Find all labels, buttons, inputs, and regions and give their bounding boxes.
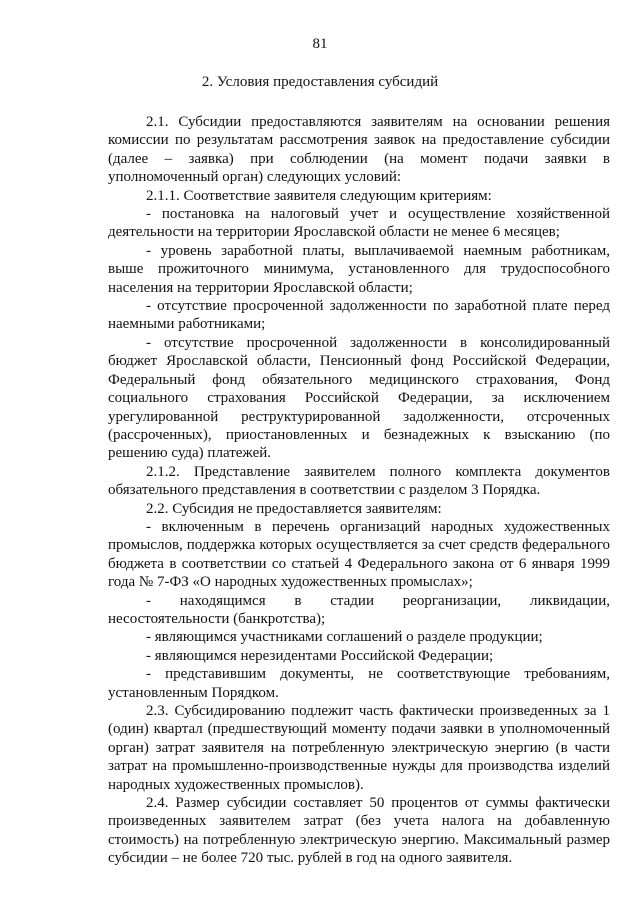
criterion-tax-registration: - постановка на налоговый учет и осуществление хозяйственной деятельности на территории Ярославской области не менее 6 месяцев; bbox=[108, 206, 610, 241]
section-title: 2. Условия предоставления субсидий bbox=[201, 74, 439, 90]
criterion-no-wage-arrears: - отсутствие просроченной задолженности по заработной плате перед наемными работниками; bbox=[108, 298, 610, 333]
paragraph-2-3: 2.3. Субсидированию подлежит часть фактически произведенных за 1 (один) квартал (предшествующий моменту подачи заявки в уполномоченный орган) затрат заявителя на потребленную электрическую энергию (в части затрат на промышленно-производственные нужды для производства изделий народных художественных промыслов). bbox=[108, 703, 610, 793]
paragraph-2-2: 2.2. Субсидия не предоставляется заявителям: bbox=[146, 500, 442, 517]
criterion-no-budget-arrears: - отсутствие просроченной задолженности в консолидированный бюджет Ярославской области, Пенсионный фонд Российской Федерации, Федеральный фонд обязательного медицинского страхования, Фонд социального страхования Российской Федерации, за исключением урегулированной реструктурированной задолженности, отсроченных (рассроченных), приостановленных и безнадежных к взысканию (по решению суда) платежей. bbox=[108, 334, 610, 462]
criterion-wage-level: - уровень заработной платы, выплачиваемой наемным работникам, выше прожиточного минимума, установленного для трудоспособного населения на территории Ярославской области; bbox=[108, 242, 610, 296]
exclusion-federal-support: - включенным в перечень организаций народных художественных промыслов, поддержка которых осуществляется за счет средств федерального бюджета в соответствии со статьей 4 Федерального закона от 6 января 1999 года № 7-ФЗ «О народных художественных промыслах»; bbox=[108, 518, 610, 591]
exclusion-reorganization: - находящимся в стадии реорганизации, ликвидации, несостоятельности (банкротства); bbox=[108, 592, 610, 627]
exclusion-invalid-documents: - представившим документы, не соответствующие требованиям, установленным Порядком. bbox=[108, 666, 610, 701]
paragraph-2-1: 2.1. Субсидии предоставляются заявителям на основании решения комиссии по результатам рассмотрения заявок на предоставление субсидии (далее – заявка) при соблюдении (на момент подачи заявки в уполномоченный орган) следующих условий: bbox=[108, 114, 610, 186]
paragraph-2-1-2: 2.1.2. Представление заявителем полного комплекта документов обязательного представления в соответствии с разделом 3 Порядка. bbox=[108, 463, 610, 499]
exclusion-non-residents: - являющимся нерезидентами Российской Федерации; bbox=[146, 647, 494, 664]
exclusion-production-sharing: - являющимся участниками соглашений о разделе продукции; bbox=[146, 629, 543, 646]
paragraph-2-1-1: 2.1.1. Соответствие заявителя следующим критериям: bbox=[146, 187, 492, 204]
page-number: 81 bbox=[312, 36, 328, 52]
paragraph-2-4: 2.4. Размер субсидии составляет 50 процентов от суммы фактически произведенных заявителем затрат (без учета налога на добавленную стоимость) на потребленную электрическую энергию. Максимальный размер субсидии – не более 720 тыс. рублей в год на одного заявителя. bbox=[108, 795, 610, 867]
section-body bbox=[108, 113, 610, 868]
